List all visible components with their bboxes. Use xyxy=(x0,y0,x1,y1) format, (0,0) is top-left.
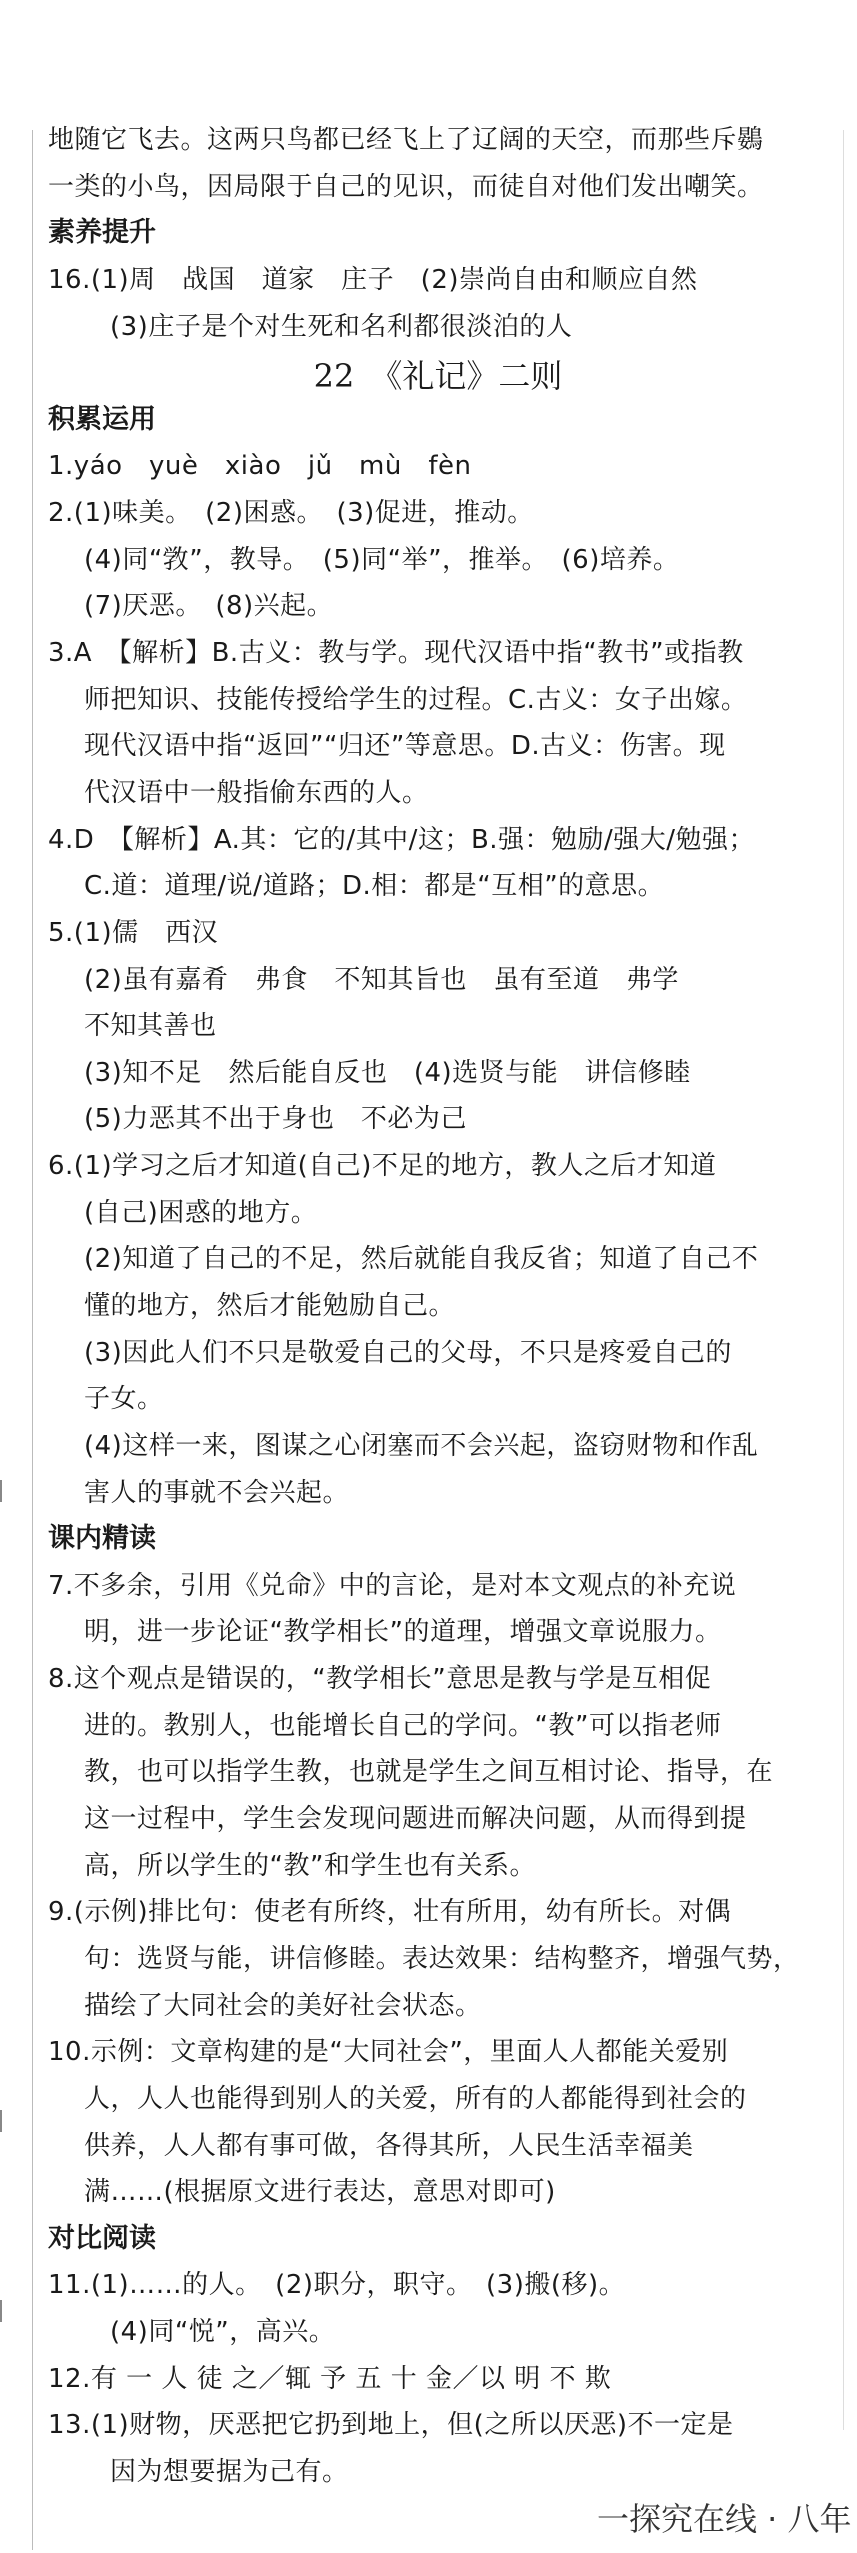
chapter-title: 22 《礼记》二则 xyxy=(313,357,563,395)
section-heading: 素养提升 xyxy=(48,217,156,248)
text-line: 明，进一步论证“教学相长”的道理，增强文章说服力。 xyxy=(84,1617,722,1647)
text-line: 害人的事就不会兴起。 xyxy=(84,1478,350,1508)
text-line: 12.有 一 人 徒 之／辄 予 五 十 金／以 明 不 欺 xyxy=(48,2364,612,2394)
text-line: 懂的地方，然后才能勉励自己。 xyxy=(84,1291,456,1321)
binding-mark xyxy=(0,2300,12,2322)
text-line: 人，人人也能得到别人的关爱，所有的人都能得到社会的 xyxy=(84,2084,747,2114)
text-line: 7.不多余，引用《兑命》中的言论，是对本文观点的补充说 xyxy=(48,1571,737,1601)
binding-mark xyxy=(0,2110,12,2132)
text-line: 5.(1)儒 西汉 xyxy=(48,918,219,948)
section-heading: 对比阅读 xyxy=(48,2223,156,2254)
text-line: 一类的小鸟，因局限于自己的见识，而徒自对他们发出嘲笑。 xyxy=(48,172,764,202)
text-line: 进的。教别人，也能增长自己的学问。“教”可以指老师 xyxy=(84,1711,722,1741)
section-heading: 课内精读 xyxy=(48,1523,156,1554)
text-line: 1.yáo yuè xiào jǔ mù fèn xyxy=(48,451,472,481)
text-line: (4)这样一来，图谋之心闭塞而不会兴起，盗窃财物和作乱 xyxy=(84,1431,759,1461)
text-line: (4)同“悦”，高兴。 xyxy=(110,2317,336,2347)
text-line: 现代汉语中指“返回”“归还”等意思。D.古义：伤害。现 xyxy=(84,731,726,761)
right-margin-rule xyxy=(843,130,844,2430)
text-line: (4)同“敩”，教导。 (5)同“举”，推举。 (6)培养。 xyxy=(84,545,680,575)
text-line: 6.(1)学习之后才知道(自己)不足的地方，教人之后才知道 xyxy=(48,1151,717,1181)
text-line: (3)因此人们不只是敬爱自己的父母，不只是疼爱自己的 xyxy=(84,1338,732,1368)
text-line: 9.(示例)排比句：使老有所终，壮有所用，幼有所长。对偶 xyxy=(48,1897,732,1927)
text-line: C.道：道理/说/道路；D.相：都是“互相”的意思。 xyxy=(84,871,665,901)
text-line: 不知其善也 xyxy=(84,1011,217,1041)
text-line: 高，所以学生的“教”和学生也有关系。 xyxy=(84,1851,536,1881)
text-line: (2)虽有嘉肴 弗食 不知其旨也 虽有至道 弗学 xyxy=(84,965,679,995)
text-line: 16.(1)周 战国 道家 庄子 (2)崇尚自由和顺应自然 xyxy=(48,265,698,295)
text-line: (7)厌恶。 (8)兴起。 xyxy=(84,591,334,621)
text-line: 这一过程中，学生会发现问题进而解决问题，从而得到提 xyxy=(84,1804,747,1834)
text-line: 3.A 【解析】B.古义：教与学。现代汉语中指“教书”或指教 xyxy=(48,638,744,668)
text-line: (5)力恶其不出于身也 不必为己 xyxy=(84,1104,467,1134)
text-line: 子女。 xyxy=(84,1384,164,1414)
text-line: 13.(1)财物，厌恶把它扔到地上，但(之所以厌恶)不一定是 xyxy=(48,2410,734,2440)
text-line: 教，也可以指学生教，也就是学生之间互相讨论、指导，在 xyxy=(84,1757,774,1787)
text-line: 地随它飞去。这两只鸟都已经飞上了辽阔的天空，而那些斥鷃 xyxy=(48,125,764,155)
left-margin-rule xyxy=(32,130,33,2550)
text-line: 10.示例：文章构建的是“大同社会”，里面人人都能关爱别 xyxy=(48,2037,729,2067)
text-line: (3)知不足 然后能自反也 (4)选贤与能 讲信修睦 xyxy=(84,1058,691,1088)
text-line: 2.(1)味美。 (2)困惑。 (3)促进，推动。 xyxy=(48,498,534,528)
text-line: 满……(根据原文进行表达，意思对即可) xyxy=(84,2177,556,2207)
text-line: 句：选贤与能，讲信修睦。表达效果：结构整齐，增强气势， xyxy=(84,1944,800,1974)
text-line: (2)知道了自己的不足，然后就能自我反省；知道了自己不 xyxy=(84,1244,759,1274)
footer-series-label: 一探究在线 · 八年 xyxy=(597,2500,852,2538)
text-line: 供养，人人都有事可做，各得其所，人民生活幸福美 xyxy=(84,2131,694,2161)
section-heading: 积累运用 xyxy=(48,404,156,435)
text-line: (自己)困惑的地方。 xyxy=(84,1198,318,1228)
text-line: 4.D 【解析】A.其：它的/其中/这；B.强：勉励/强大/勉强； xyxy=(48,825,756,855)
text-line: 师把知识、技能传授给学生的过程。C.古义：女子出嫁。 xyxy=(84,685,748,715)
text-line: 11.(1)……的人。 (2)职分，职守。 (3)搬(移)。 xyxy=(48,2270,626,2300)
text-line: 代汉语中一般指偷东西的人。 xyxy=(84,778,429,808)
text-line: 因为想要据为己有。 xyxy=(110,2457,349,2487)
text-line: 8.这个观点是错误的，“教学相长”意思是教与学是互相促 xyxy=(48,1664,712,1694)
binding-mark xyxy=(0,1480,12,1502)
text-line: 描绘了大同社会的美好社会状态。 xyxy=(84,1991,482,2021)
text-line: (3)庄子是个对生死和名利都很淡泊的人 xyxy=(110,312,573,342)
